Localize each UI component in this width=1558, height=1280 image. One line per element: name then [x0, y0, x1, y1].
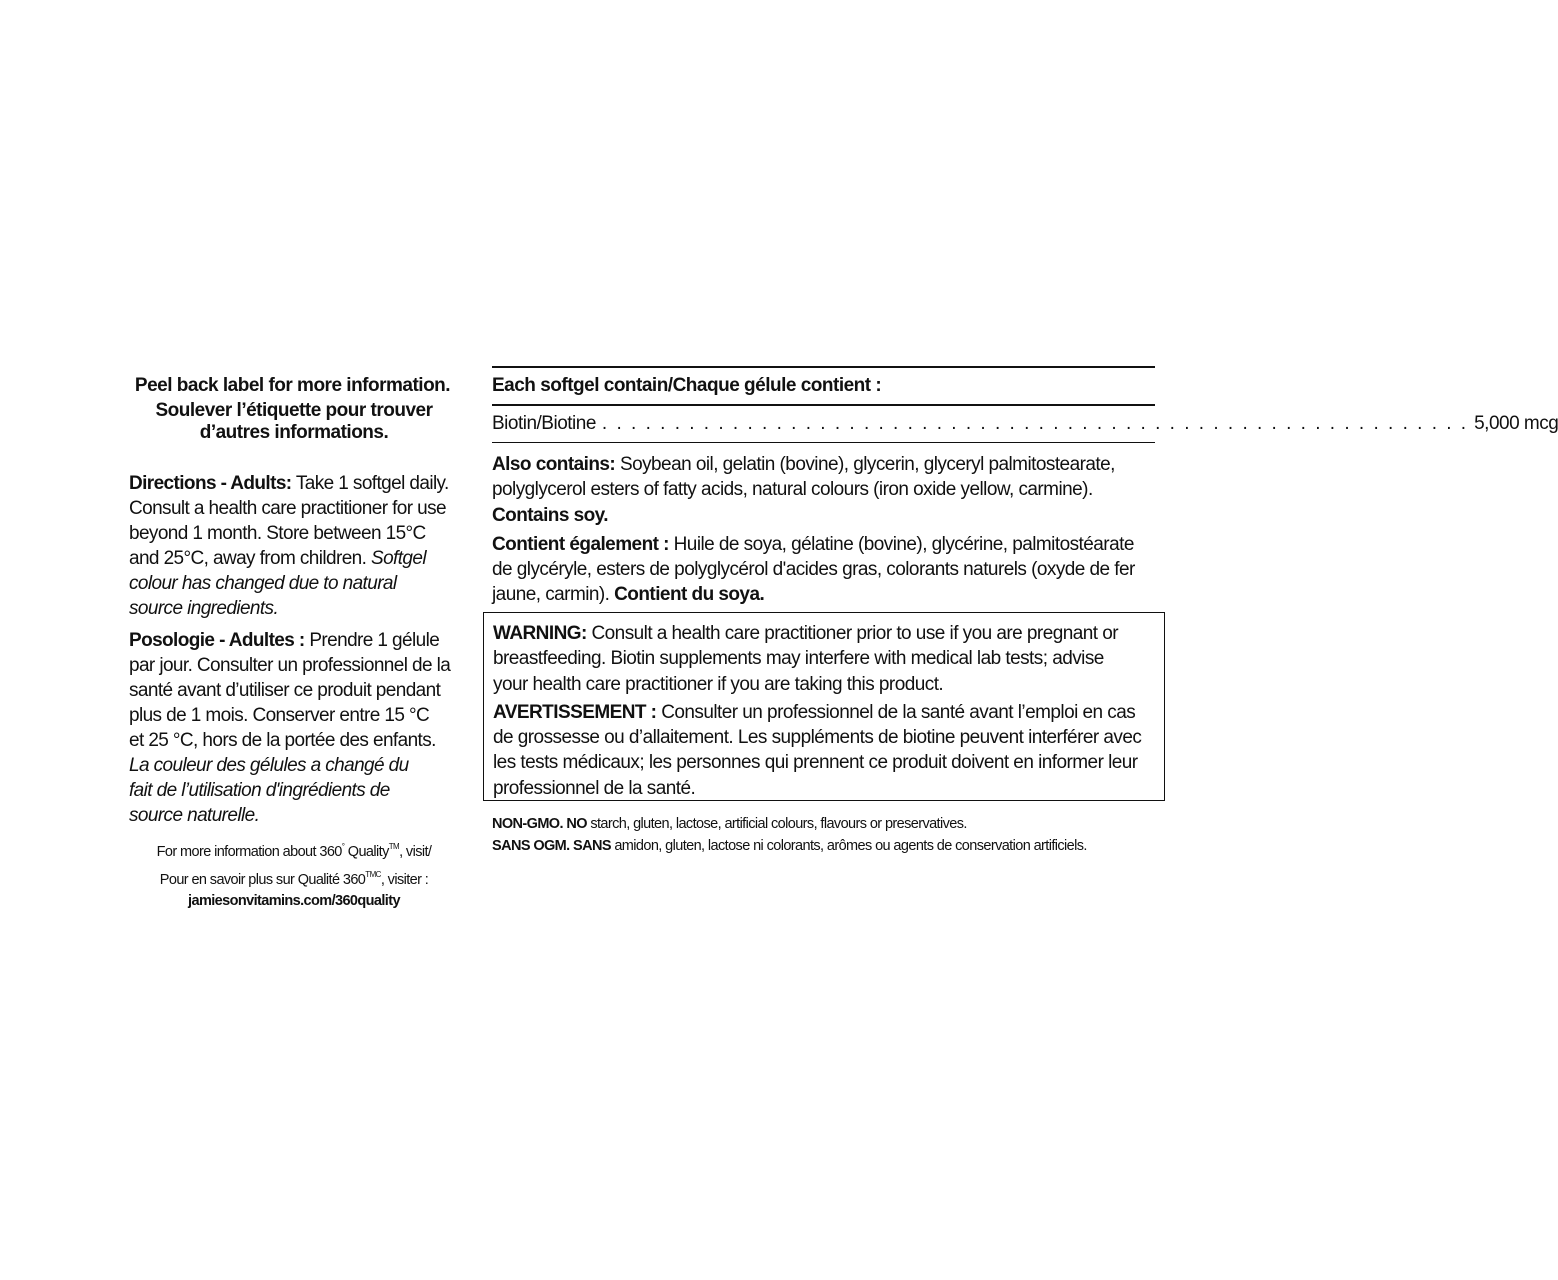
right-column	[492, 366, 1558, 608]
non-gmo-label: NON-GMO. NO	[492, 816, 587, 832]
peel-en: Peel back label for more information.	[134, 375, 451, 396]
warning-line: your health care practitioner if you are taking this product.	[493, 673, 944, 695]
posologie-italic-line: source naturelle.	[129, 805, 260, 827]
avertissement-line: professionnel de la santé.	[493, 777, 696, 799]
ingredients-header: Each softgel contain/Chaque gélule contient :	[492, 375, 882, 396]
dot-leader: . . . . . . . . . . . . . . . . . . . . . . . . . . . . . . . . . . . . . . . . . . . . . . . . . . . . . . . . . . . .	[601, 412, 1469, 434]
also-contains-line: polyglycerol esters of fatty acids, natural colours (iron oxide yellow, carmine).	[492, 479, 1093, 501]
contains-soy: Contains soy.	[492, 504, 609, 526]
contient-soya: Contient du soya.	[614, 584, 765, 606]
non-gmo-fr	[492, 835, 1192, 857]
non-gmo-text: starch, gluten, lactose, artificial colours, flavours or preservatives.	[586, 816, 967, 832]
also-contains-text: Soybean oil, gelatin (bovine), glycerin, glyceryl palmitostearate,	[615, 454, 1115, 475]
posologie-text: Prendre 1 gélule	[304, 629, 440, 651]
non-gmo-statement	[492, 813, 1192, 857]
peel-fr-line2: d’autres informations.	[199, 422, 389, 443]
avertissement-line: les tests médicaux; les personnes qui prennent ce produit doivent en informer leur	[493, 752, 1138, 774]
avertissement-label: AVERTISSEMENT :	[493, 701, 657, 723]
warning-line: breastfeeding. Biotin supplements may interfere with medical lab tests; advise	[493, 648, 1104, 670]
sans-ogm-label: SANS OGM. SANS	[492, 838, 611, 854]
directions-en	[129, 471, 459, 622]
posologie-line: plus de 1 mois. Conserver entre 15 °C	[129, 704, 430, 726]
contient-label: Contient également :	[492, 533, 669, 555]
warning-en	[493, 621, 1164, 697]
posologie-italic-line: fait de l’utilisation d'ingrédients de	[129, 780, 390, 802]
directions-text: Take 1 softgel daily.	[291, 473, 449, 494]
warning-box	[483, 612, 1165, 801]
posologie-italic-line: La couleur des gélules a changé du	[129, 755, 409, 777]
peel-fr-line1: Soulever l’étiquette pour trouver	[155, 400, 433, 421]
contient-line: de glycéryle, esters de polyglycérol d'acides gras, colorants naturels (oxyde de fer	[492, 559, 1135, 581]
directions-italic: Softgel	[371, 548, 426, 570]
directions-italic-line: source ingredients.	[129, 598, 279, 620]
ingredient-rule	[492, 442, 1155, 444]
website-link[interactable]: jamiesonvitamins.com/360quality	[188, 893, 400, 910]
ingredient-row	[492, 406, 1558, 442]
posologie-fr	[129, 628, 459, 829]
contient-line: jaune, carmin).	[492, 584, 615, 606]
warning-text: Consult a health care practitioner prior to use if you are pregnant or	[586, 623, 1119, 644]
non-gmo-en	[492, 813, 1192, 835]
posologie-line: et 25 °C, hors de la portée des enfants.	[129, 729, 436, 751]
posologie-line: par jour. Consulter un professionnel de la	[129, 654, 451, 676]
also-contains	[492, 452, 1155, 528]
more-info	[129, 836, 459, 913]
directions-line: beyond 1 month. Store between 15°C	[129, 523, 426, 545]
posologie-label: Posologie - Adultes :	[129, 629, 305, 651]
also-contains-label: Also contains:	[492, 454, 616, 475]
peel-back-notice	[129, 372, 459, 446]
more-info-fr: Pour en savoir plus sur Qualité $360^{TMC}$, visiter :	[159, 869, 429, 888]
avertissement-fr	[493, 700, 1164, 801]
contient-egalement	[492, 532, 1155, 608]
ingredient-name: Biotin/Biotine	[492, 412, 596, 434]
directions-line: and 25°C, away from children.	[129, 548, 371, 570]
warning-label: WARNING:	[493, 623, 587, 644]
sans-ogm-text: amidon, gluten, lactose ni colorants, arômes ou agents de conservation artificiels.	[610, 838, 1087, 854]
avertissement-text: Consulter un professionnel de la santé avant l’emploi en cas	[656, 701, 1136, 723]
contient-text: Huile de soya, gélatine (bovine), glycérine, palmitostéarate	[668, 533, 1134, 555]
more-info-en: For more information about 360° Quality™, visit/	[156, 842, 432, 861]
directions-italic-line: colour has changed due to natural	[129, 573, 397, 595]
directions-label: Directions - Adults:	[129, 473, 292, 494]
posologie-line: santé avant d’utiliser ce produit pendant	[129, 679, 441, 701]
directions-line: Consult a health care practitioner for use	[129, 498, 446, 520]
ingredient-amount: 5,000 mcg	[1474, 412, 1558, 434]
left-column	[129, 372, 459, 913]
avertissement-line: de grossesse ou d’allaitement. Les suppléments de biotine peuvent interférer avec	[493, 727, 1142, 749]
